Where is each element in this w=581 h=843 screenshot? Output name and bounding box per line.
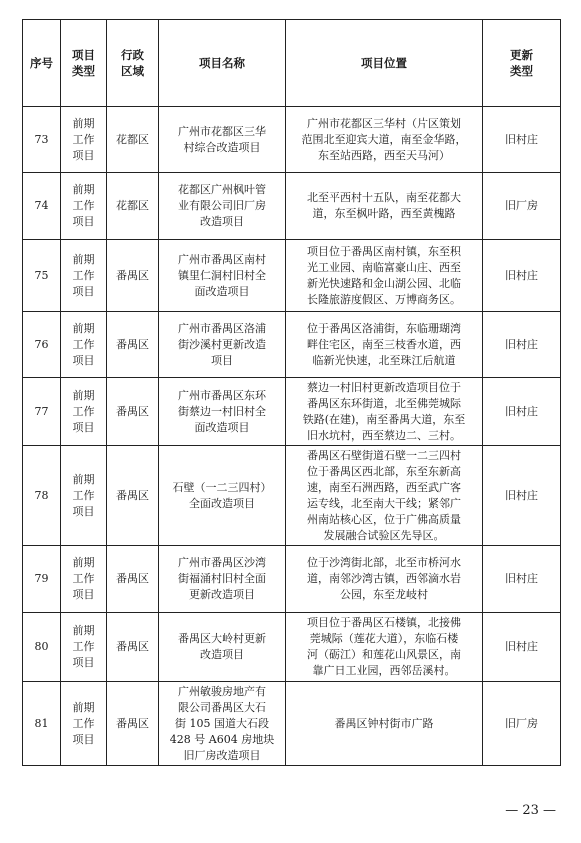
table-row	[23, 613, 561, 682]
cell-name: 番禺区大岭村更新 改造项目	[159, 613, 286, 682]
cell-name: 广州市番禺区南村 镇里仁洞村旧村全 面改造项目	[159, 240, 286, 312]
cell-type: 前期 工作 项目	[61, 240, 107, 312]
cell-district: 番禺区	[107, 240, 159, 312]
table-row	[23, 240, 561, 312]
cell-location: 项目位于番禺区石楼镇，北接佛 莞城际（莲花大道），东临石楼 河（砺江）和莲花山风景区，南 靠广日工业园，西邻岳溪村。	[286, 613, 483, 682]
page-number: — 23 —	[505, 803, 556, 818]
cell-location: 番禺区钟村街市广路	[286, 682, 483, 766]
cell-no: 73	[23, 107, 61, 173]
cell-district: 番禺区	[107, 446, 159, 546]
cell-update-type: 旧村庄	[483, 613, 561, 682]
cell-update-type: 旧村庄	[483, 107, 561, 173]
header-type: 项目 类型	[61, 20, 107, 107]
cell-update-type: 旧厂房	[483, 173, 561, 240]
cell-name: 广州市花都区三华 村综合改造项目	[159, 107, 286, 173]
cell-district: 花都区	[107, 173, 159, 240]
table-row	[23, 446, 561, 546]
table-row	[23, 378, 561, 446]
cell-location: 广州市花都区三华村（片区策划 范围北至迎宾大道，南至金华路， 东至站西路，西至天马河）	[286, 107, 483, 173]
cell-location: 番禺区石壁街道石壁一二三四村 位于番禺区西北部，东至东新高 速，南至石洲西路，西至武广客 运专线，北至南大干线；紧邻广 州南站核心区，位于广佛高质量 发展融合试验区先导区。	[286, 446, 483, 546]
cell-type: 前期 工作 项目	[61, 107, 107, 173]
table-row	[23, 173, 561, 240]
cell-type: 前期 工作 项目	[61, 446, 107, 546]
cell-no: 75	[23, 240, 61, 312]
cell-type: 前期 工作 项目	[61, 613, 107, 682]
cell-name: 花都区广州枫叶管 业有限公司旧厂房 改造项目	[159, 173, 286, 240]
cell-type: 前期 工作 项目	[61, 682, 107, 766]
cell-name: 广州市番禺区洛浦 街沙溪村更新改造 项目	[159, 312, 286, 378]
cell-update-type: 旧村庄	[483, 378, 561, 446]
cell-name: 广州市番禺区沙湾 街福涌村旧村全面 更新改造项目	[159, 546, 286, 613]
cell-location: 北至平西村十五队，南至花都大 道，东至枫叶路，西至黄槐路	[286, 173, 483, 240]
cell-name: 广州市番禺区东环 街蔡边一村旧村全 面改造项目	[159, 378, 286, 446]
project-table	[22, 19, 561, 766]
cell-location: 项目位于番禺区南村镇，东至积 光工业园、南临富豪山庄、西至 新光快速路和金山湖公园、北临 长隆旅游度假区、万博商务区。	[286, 240, 483, 312]
cell-no: 79	[23, 546, 61, 613]
header-name: 项目名称	[159, 20, 286, 107]
cell-update-type: 旧村庄	[483, 312, 561, 378]
table-row	[23, 107, 561, 173]
cell-update-type: 旧村庄	[483, 546, 561, 613]
header-location: 项目位置	[286, 20, 483, 107]
cell-district: 花都区	[107, 107, 159, 173]
cell-district: 番禺区	[107, 613, 159, 682]
cell-location: 蔡边一村旧村更新改造项目位于 番禺区东环街道，北至佛莞城际 铁路(在建)，南至番禺大道，东至 旧水坑村，西至蔡边二、三村。	[286, 378, 483, 446]
cell-district: 番禺区	[107, 312, 159, 378]
cell-district: 番禺区	[107, 682, 159, 766]
cell-no: 76	[23, 312, 61, 378]
cell-type: 前期 工作 项目	[61, 312, 107, 378]
header-row	[23, 20, 561, 107]
table-row	[23, 546, 561, 613]
header-no: 序号	[23, 20, 61, 107]
cell-location: 位于沙湾街北部，北至市桥河水 道，南邻沙湾古镇，西邻滴水岩 公园，东至龙岐村	[286, 546, 483, 613]
header-district: 行政 区域	[107, 20, 159, 107]
cell-name: 石壁（一二三四村） 全面改造项目	[159, 446, 286, 546]
cell-district: 番禺区	[107, 378, 159, 446]
cell-type: 前期 工作 项目	[61, 173, 107, 240]
cell-location: 位于番禺区洛浦街，东临珊瑚湾 畔住宅区，南至三枝香水道，西 临新光快速，北至珠江后航道	[286, 312, 483, 378]
header-update-type: 更新 类型	[483, 20, 561, 107]
cell-no: 78	[23, 446, 61, 546]
cell-type: 前期 工作 项目	[61, 378, 107, 446]
cell-no: 81	[23, 682, 61, 766]
table-row	[23, 312, 561, 378]
cell-no: 80	[23, 613, 61, 682]
cell-no: 77	[23, 378, 61, 446]
cell-update-type: 旧村庄	[483, 446, 561, 546]
cell-type: 前期 工作 项目	[61, 546, 107, 613]
cell-no: 74	[23, 173, 61, 240]
cell-district: 番禺区	[107, 546, 159, 613]
cell-name: 广州敏骏房地产有 限公司番禺区大石 街 105 国道大石段 428 号 A604 房地块 旧厂房改造项目	[159, 682, 286, 766]
table-row	[23, 682, 561, 766]
cell-update-type: 旧厂房	[483, 682, 561, 766]
cell-update-type: 旧村庄	[483, 240, 561, 312]
